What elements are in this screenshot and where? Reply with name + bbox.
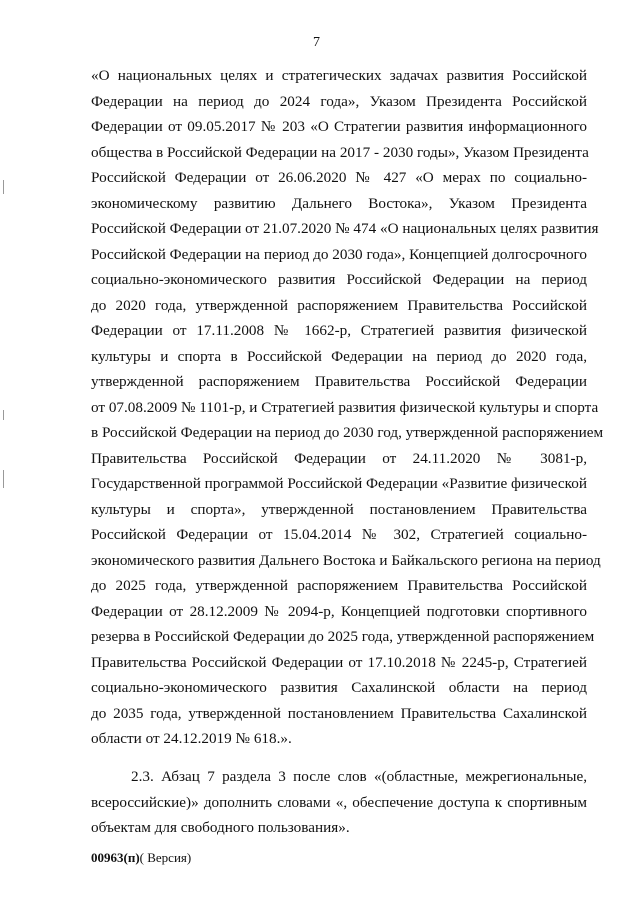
text-line: экономическому развитию Дальнего Востока», Указом Президента <box>91 194 587 212</box>
document-footer <box>91 850 191 866</box>
text-line: Федерации на период до 2024 года», Указом Президента Российской <box>91 92 587 110</box>
text-line: общества в Российской Федерации на 2017 - 2030 годы», Указом Президента <box>91 143 589 161</box>
text-line: до 2020 года, утвержденной распоряжением Правительства Российской <box>91 296 587 314</box>
text-line: социально-экономического развития Российской Федерации на период <box>91 271 587 288</box>
paragraph-legal-references <box>91 63 604 752</box>
text-line: Российской Федерации от 21.07.2020 № 474 «О национальных целях развития <box>91 220 599 237</box>
text-line: от 07.08.2009 № 1101-р, и Стратегией развития физической культуры и спорта <box>91 398 599 416</box>
text-line: Правительства Российской Федерации от 17.10.2018 № 2245-р, Стратегией <box>91 653 587 671</box>
text-line: социально-экономического развития Сахалинской области на период <box>91 679 587 696</box>
text-line: Российской Федерации от 26.06.2020 № 427 «О мерах по социально- <box>91 169 587 186</box>
paragraph-amendment <box>91 764 587 841</box>
text-line: культуры и спорта в Российской Федерации на период до 2020 года, <box>91 347 587 365</box>
text-line: Российской Федерации на период до 2030 года», Концепцией долгосрочного <box>91 245 587 263</box>
text-line: резерва в Российской Федерации до 2025 года, утвержденной распоряжением <box>91 628 595 645</box>
text-line: до 2035 года, утвержденной постановлением Правительства Сахалинской <box>91 704 587 722</box>
text-line: объектам для свободного пользования». <box>91 819 350 836</box>
text-line: культуры и спорта», утвержденной постановлением Правительства <box>91 500 587 518</box>
text-line: до 2025 года, утвержденной распоряжением Правительства Российской <box>91 577 587 594</box>
text-line: 2.3. Абзац 7 раздела 3 после слов «(областные, межрегиональные, <box>131 768 587 785</box>
page-number: 7 <box>313 35 320 50</box>
text-line: всероссийские)» дополнить словами «, обеспечение доступа к спортивным <box>91 793 587 811</box>
text-line: в Российской Федерации на период до 2030 год, утвержденной распоряжением <box>91 424 604 441</box>
text-line: Государственной программой Российской Федерации «Развитие физической <box>91 475 587 492</box>
text-line: Федерации от 09.05.2017 № 203 «О Стратегии развития информационного <box>91 118 587 135</box>
scan-artifact-mark <box>3 470 4 488</box>
text-line: Федерации от 17.11.2008 № 1662-р, Стратегией развития физической <box>91 322 587 339</box>
scan-artifact-mark <box>3 410 4 420</box>
scan-artifact-mark <box>3 180 4 194</box>
text-line: Российской Федерации от 15.04.2014 № 302, Стратегией социально- <box>91 526 587 543</box>
document-version: ( Версия) <box>139 850 192 865</box>
text-line: «О национальных целях и стратегических задачах развития Российской <box>91 67 587 84</box>
text-line: утвержденной распоряжением Правительства Российской Федерации <box>91 373 587 390</box>
document-code: 00963(п) <box>91 850 140 865</box>
text-line: Правительства Российской Федерации от 24.11.2020 № 3081-р, <box>91 449 587 467</box>
text-line: экономического развития Дальнего Востока и Байкальского региона на период <box>91 551 601 569</box>
text-line: области от 24.12.2019 № 618.». <box>91 730 292 747</box>
text-line: Федерации от 28.12.2009 № 2094-р, Концепцией подготовки спортивного <box>91 602 587 620</box>
